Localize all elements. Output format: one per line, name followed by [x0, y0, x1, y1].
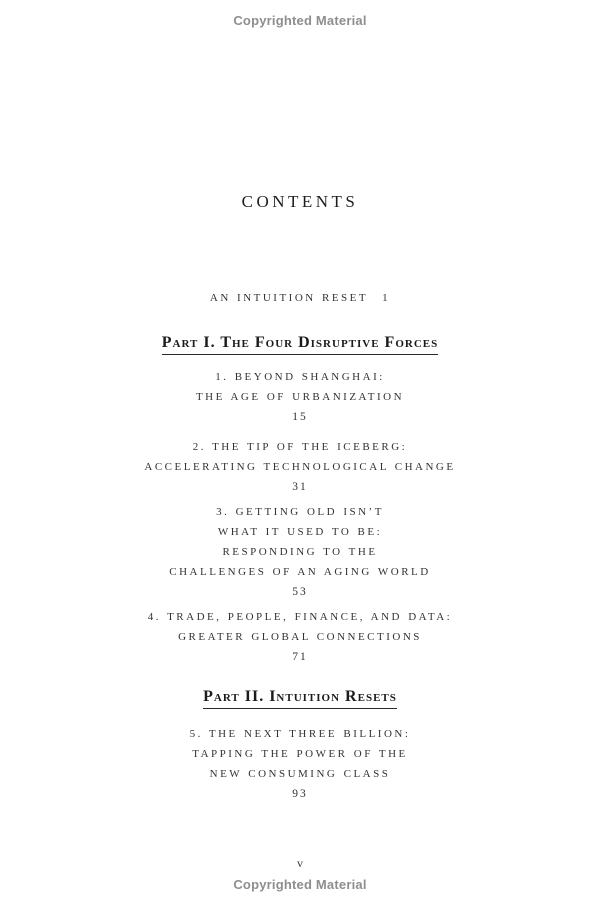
copyright-watermark-bottom: Copyrighted Material [233, 877, 367, 892]
part-1-heading-text: Part I. The Four Disruptive Forces [162, 333, 438, 355]
chapter-3-title-line-1: 3. GETTING OLD ISN’T [216, 506, 384, 518]
chapter-5-title-line-2: TAPPING THE POWER OF THE [192, 748, 408, 760]
folio-page-number: v [297, 856, 303, 870]
toc-entry-intro [0, 289, 600, 307]
chapter-1-title-line-2: THE AGE OF URBANIZATION [195, 391, 405, 403]
chapter-4-page-number: 71 [292, 651, 308, 663]
chapter-1-title-line-1: 1. BEYOND SHANGHAI: [215, 371, 385, 383]
chapter-3-title-line-2: WHAT IT USED TO BE: [217, 526, 383, 538]
toc-entry-chapter-2 [0, 437, 600, 497]
chapter-1-page-number: 15 [292, 411, 308, 423]
toc-entry-chapter-5 [0, 724, 600, 804]
toc-entry-chapter-1 [0, 367, 600, 427]
chapter-5-title-line-1: 5. THE NEXT THREE BILLION: [189, 728, 411, 740]
toc-entry-intro-label: AN INTUITION RESET [209, 292, 369, 304]
chapter-4-title-line-1: 4. TRADE, PEOPLE, FINANCE, AND DATA: [147, 611, 453, 623]
chapter-2-page-number: 31 [292, 481, 308, 493]
page-title: CONTENTS [241, 192, 359, 211]
chapter-2-title-line-1: 2. THE TIP OF THE ICEBERG: [192, 441, 408, 453]
chapter-3-title-line-4: CHALLENGES OF AN AGING WORLD [169, 566, 431, 578]
part-2-heading-text: Part II. Intuition Resets [203, 687, 397, 709]
copyright-watermark-top: Copyrighted Material [233, 13, 367, 28]
toc-entry-intro-page-number: 1 [382, 292, 391, 304]
toc-entry-chapter-4 [0, 607, 600, 667]
chapter-3-page-number: 53 [292, 586, 308, 598]
toc-entry-chapter-3 [0, 502, 600, 602]
chapter-2-title-line-2: ACCELERATING TECHNOLOGICAL CHANGE [144, 461, 456, 473]
chapter-3-title-line-3: RESPONDING TO THE [222, 546, 378, 558]
chapter-5-page-number: 93 [292, 788, 308, 800]
part-1-heading [0, 333, 600, 355]
chapter-5-title-line-3: NEW CONSUMING CLASS [209, 768, 391, 780]
part-2-heading [0, 687, 600, 709]
chapter-4-title-line-2: GREATER GLOBAL CONNECTIONS [178, 631, 422, 643]
